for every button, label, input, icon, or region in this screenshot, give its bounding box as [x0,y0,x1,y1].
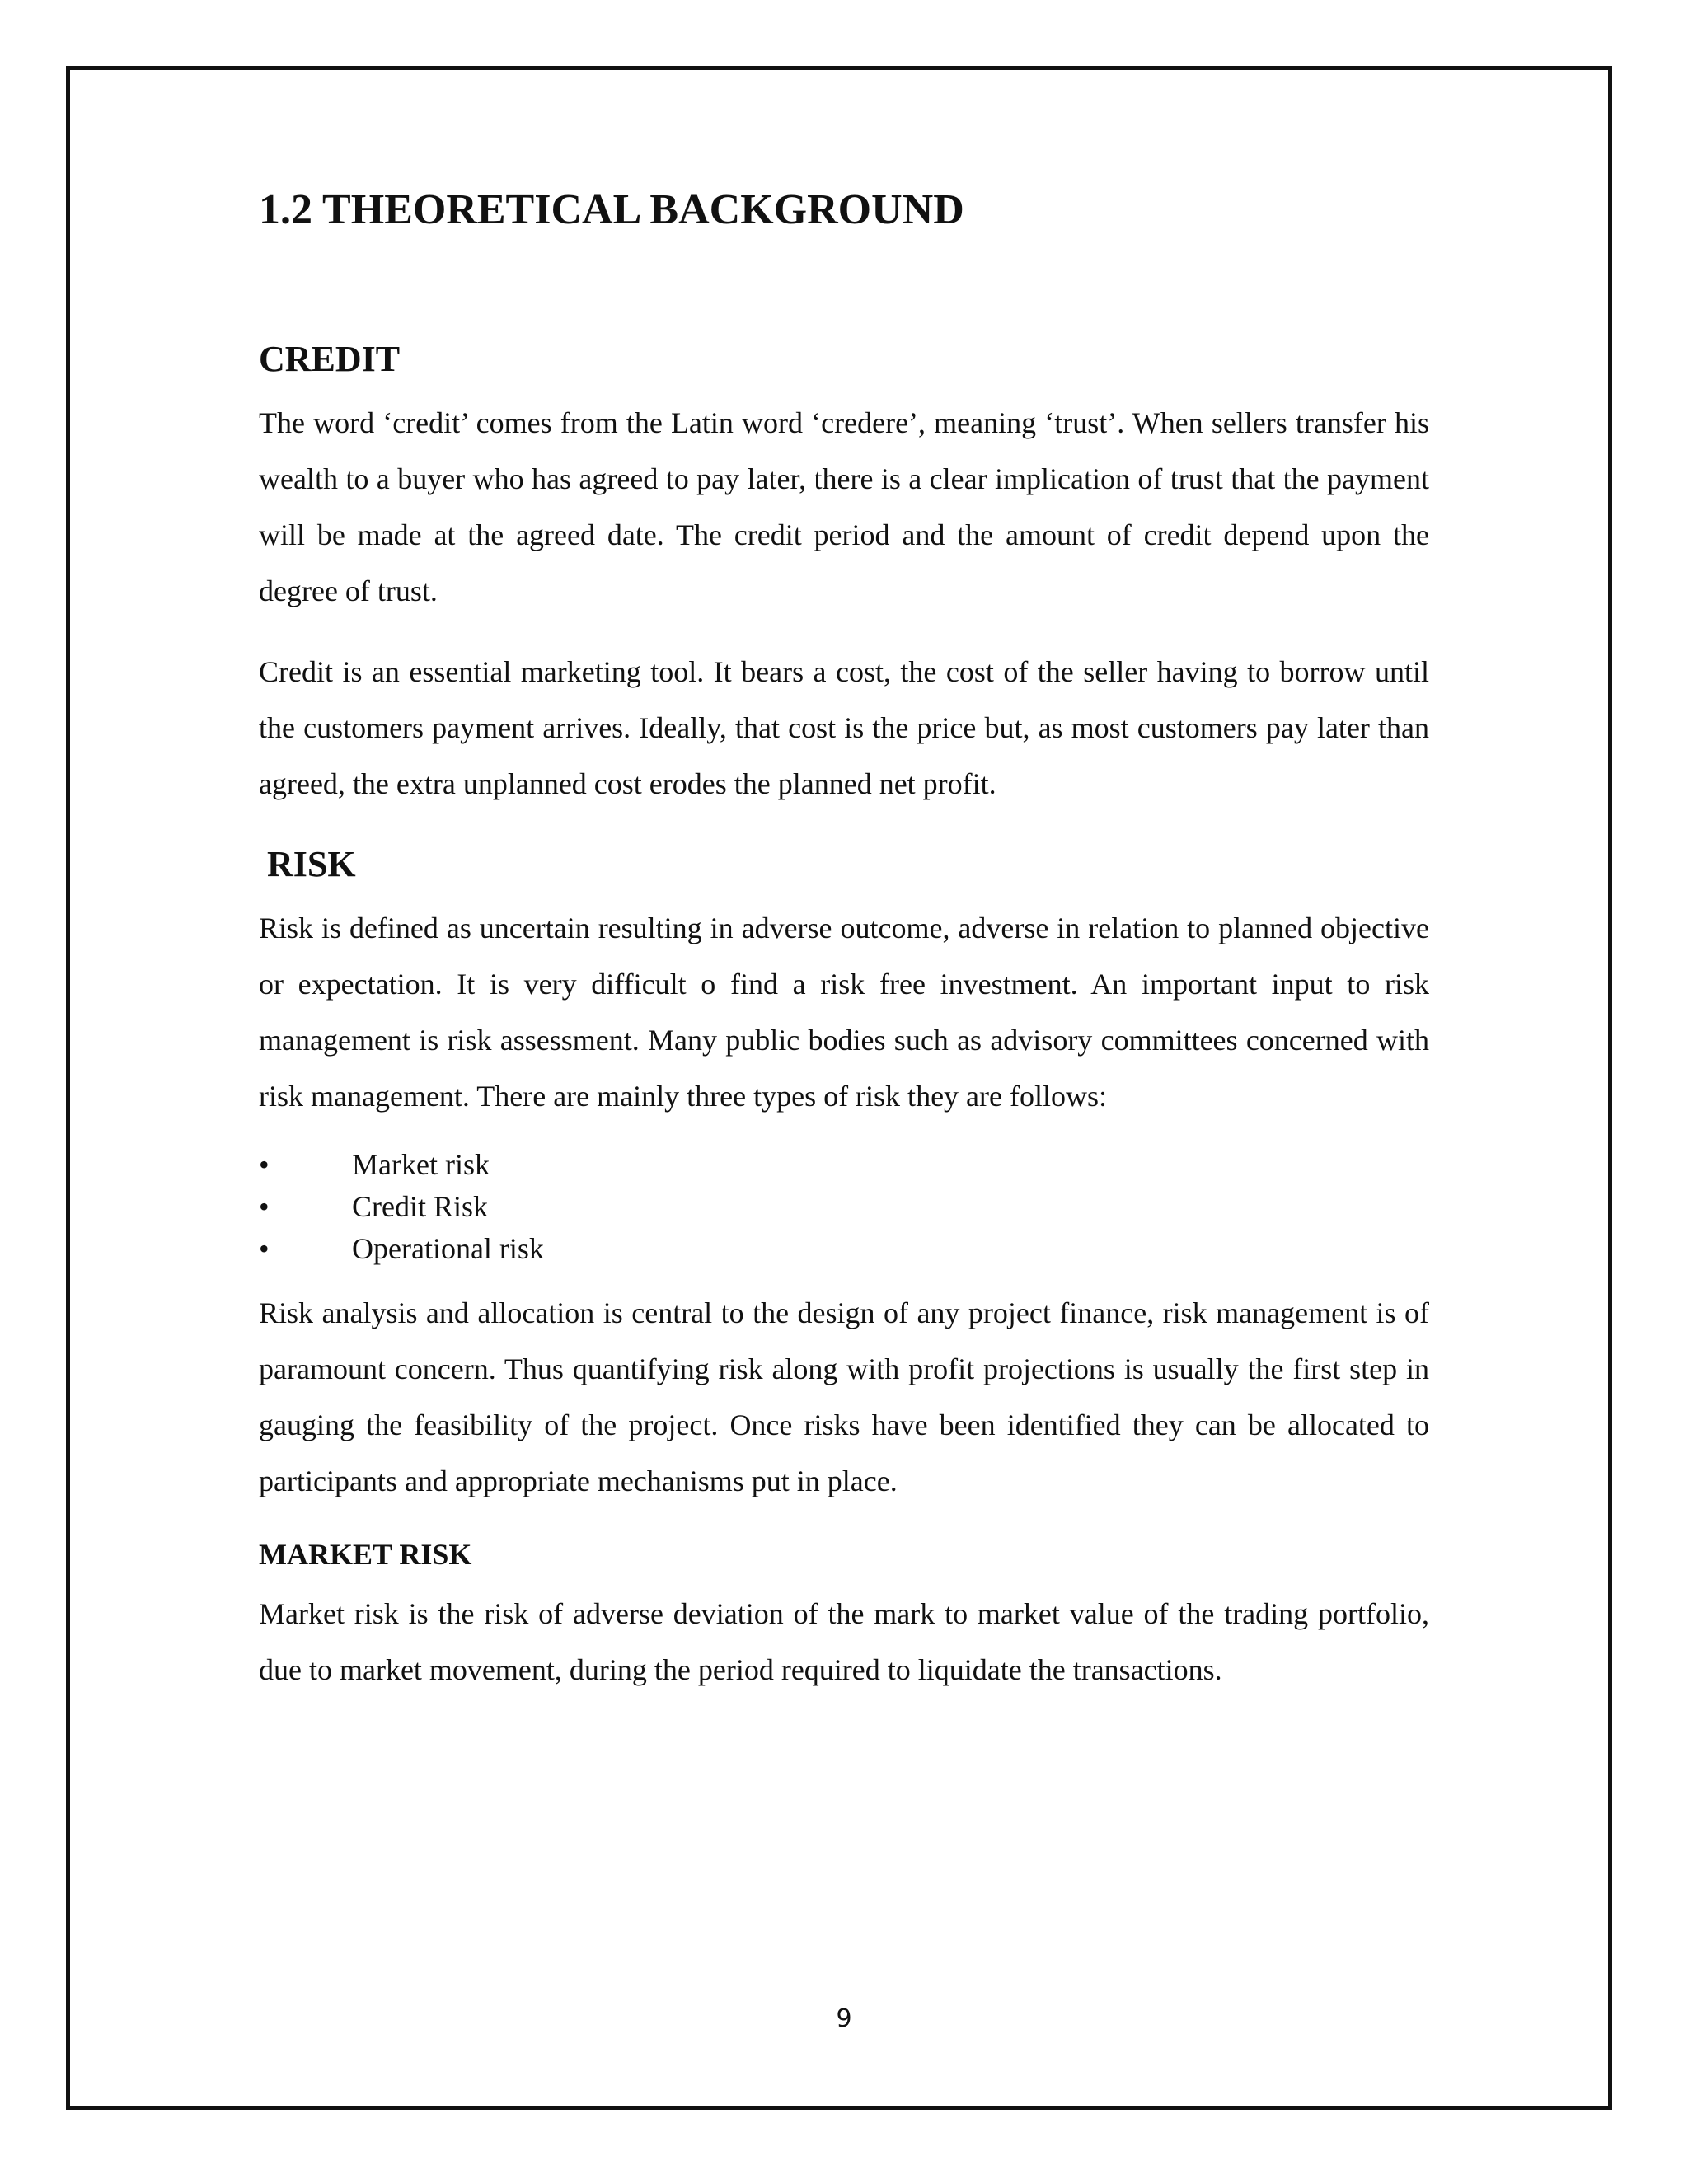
credit-paragraph-2: Credit is an essential marketing tool. It bears a cost, the cost of the seller having to borrow until the customers payment arrives. Ideally, that cost is the price but, as most customers pay later than agreed, the extra unplanned cost erodes the planned net profit. [259,655,1429,801]
list-item-label: Operational risk [352,1231,544,1265]
credit-paragraph-1: The word ‘credit’ comes from the Latin word ‘credere’, meaning ‘trust’. When sellers transfer his wealth to a buyer who has agreed to pay later, there is a clear implication of trust that the payment will be made at the agreed date. The credit period and the amount of credit depend upon the degree of trust. [259,406,1429,608]
risk-heading: RISK [267,844,356,885]
market-risk-paragraph: Market risk is the risk of adverse deviation of the mark to market value of the trading portfolio, due to market movement, during the period required to liquidate the transactions. [259,1597,1429,1687]
bullet-icon: • [259,1147,270,1181]
list-item [259,1228,1429,1270]
list-item-label: Credit Risk [352,1189,489,1223]
list-item [259,1144,1429,1186]
page-content [259,185,1429,1698]
market-risk-heading: MARKET RISK [259,1537,472,1571]
bullet-icon: • [259,1231,270,1265]
risk-intro-paragraph: Risk is defined as uncertain resulting in adverse outcome, adverse in relation to planned objective or expectation. It is very difficult o find a risk free investment. An important input to risk management is risk assessment. Many public bodies such as advisory committees concerned with risk management. There are mainly three types of risk they are follows: [259,911,1429,1113]
credit-heading: CREDIT [259,339,401,380]
list-item [259,1186,1429,1228]
page-title: 1.2 THEORETICAL BACKGROUND [259,186,964,233]
page-number: 9 [836,2004,852,2033]
bullet-icon: • [259,1189,270,1223]
risk-types-list [259,1144,1429,1270]
risk-analysis-paragraph: Risk analysis and allocation is central to the design of any project finance, risk management is of paramount concern. Thus quantifying risk along with profit projections is usually the first step in gauging the feasibility of the project. Once risks have been identified they can be allocated to participants and appropriate mechanisms put in place. [259,1296,1429,1497]
list-item-label: Market risk [352,1147,490,1181]
